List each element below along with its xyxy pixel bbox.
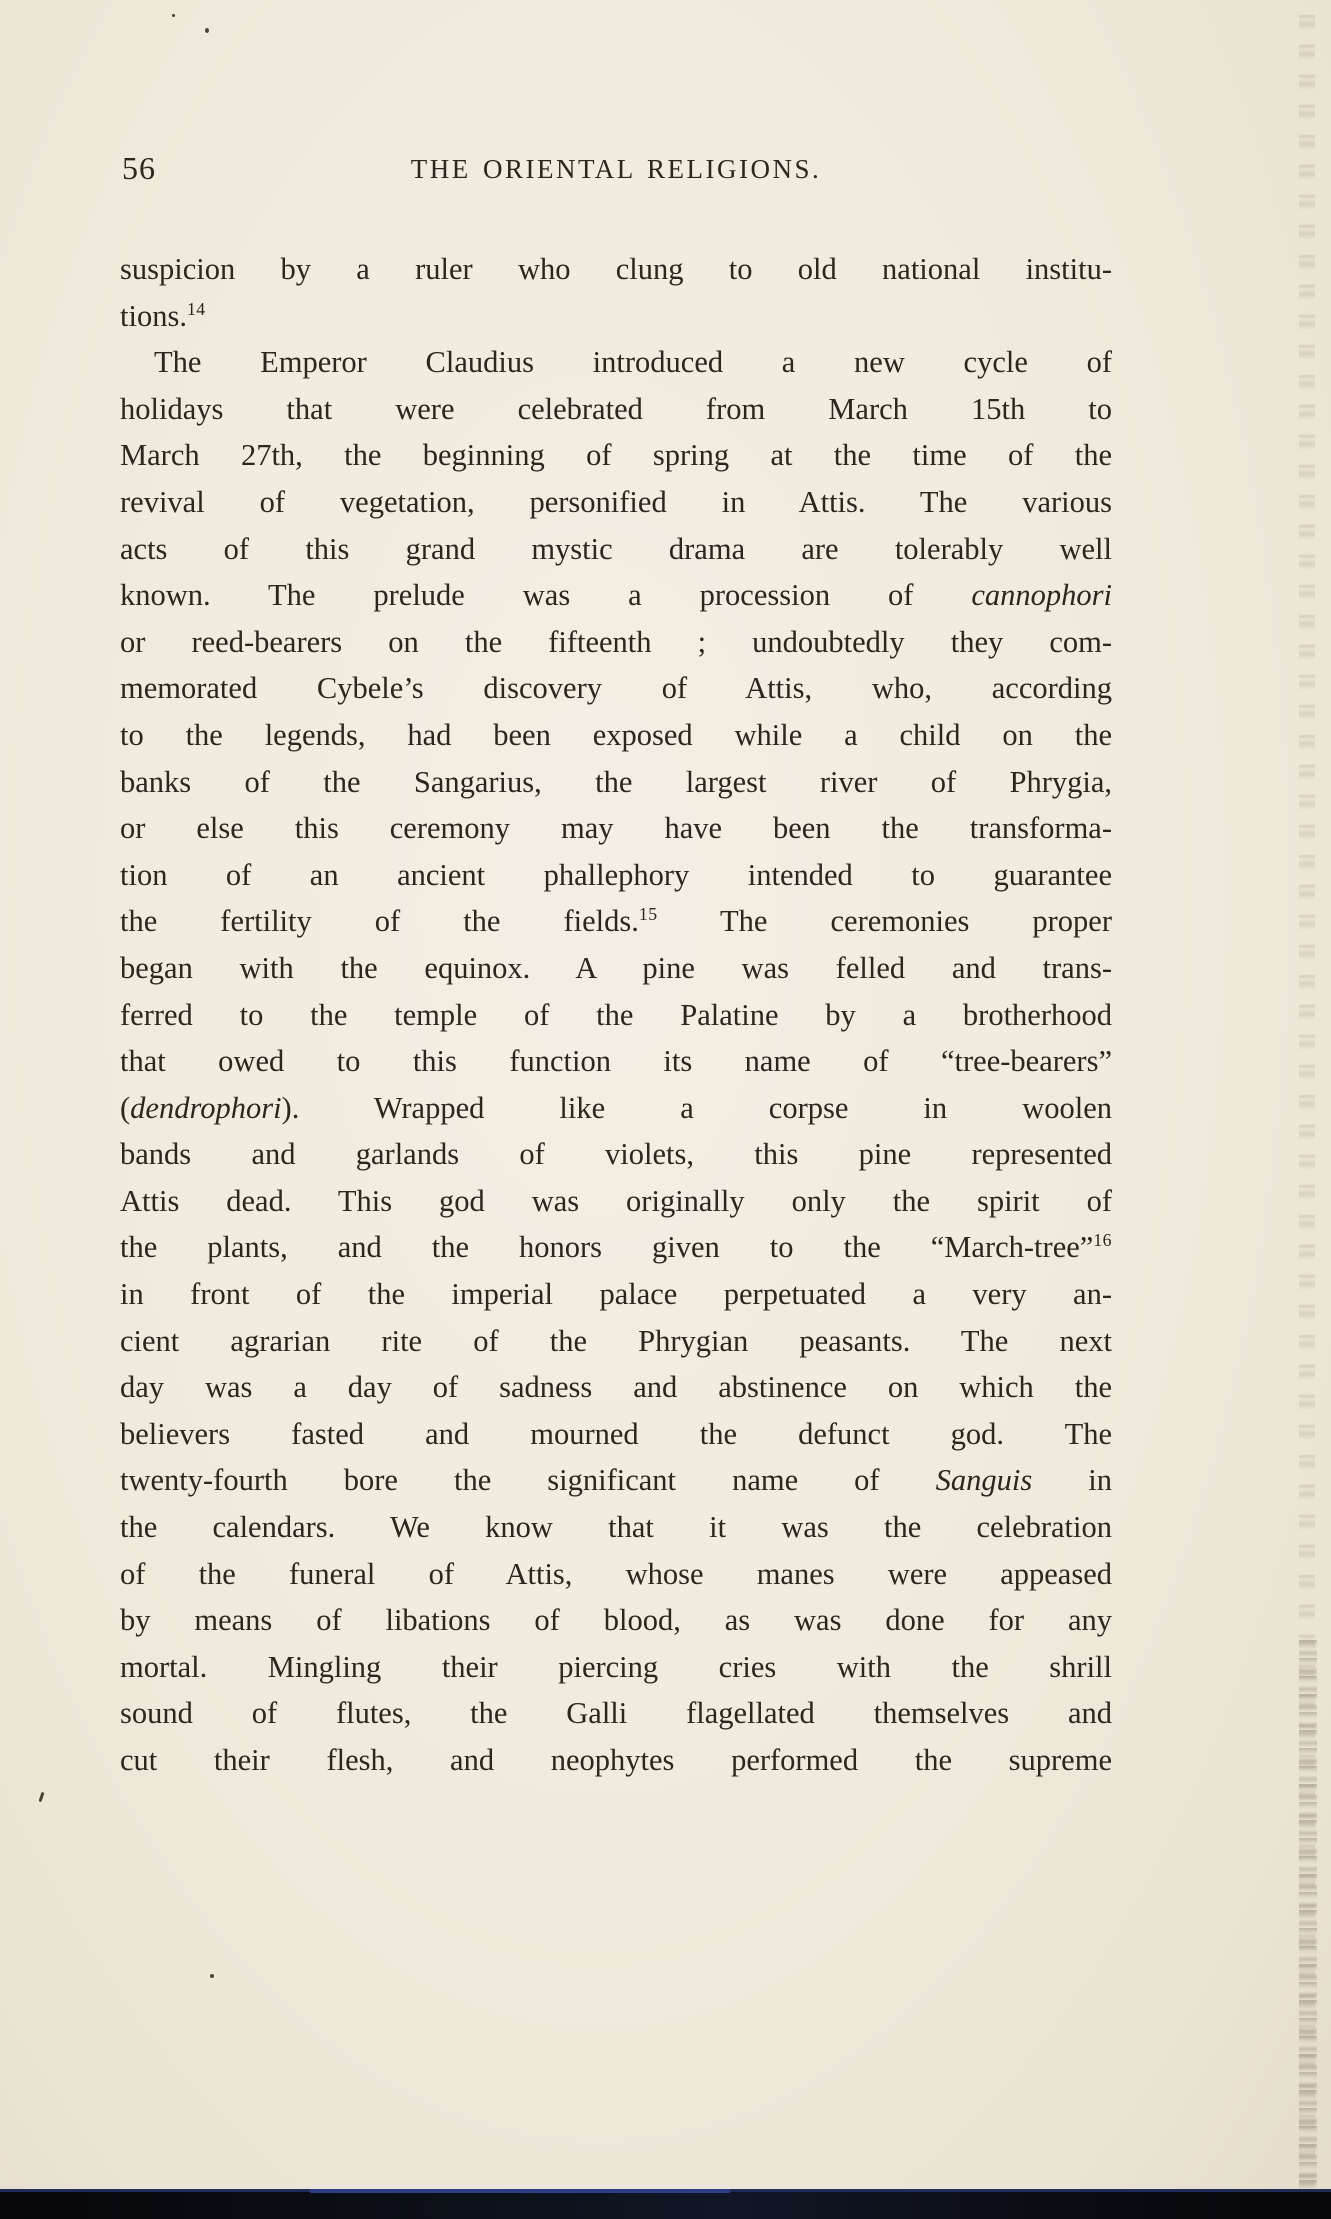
- scan-speck: [210, 1974, 214, 1978]
- text-line: cut their flesh, and neophytes performed the supreme: [120, 1743, 1112, 1777]
- scan-edge-bottom: [0, 2189, 1331, 2219]
- text-line: sound of flutes, the Galli flagellated themselves and: [120, 1696, 1112, 1731]
- text-line: in front of the imperial palace perpetuated a very an-: [120, 1277, 1112, 1312]
- text-line: known. The prelude was a procession of cannophori: [120, 578, 1112, 613]
- text-line: memorated Cybele’s discovery of Attis, who, according: [120, 671, 1112, 706]
- page-content: [120, 150, 1112, 1784]
- scan-noise-right-edge-heavy: [1299, 1640, 1317, 2200]
- text-line: ferred to the temple of the Palatine by a brotherhood: [120, 997, 1112, 1032]
- text-line: believers fasted and mourned the defunct god. The: [120, 1416, 1112, 1451]
- text-line: tion of an ancient phallephory intended to guarantee: [120, 857, 1112, 892]
- text-line: holidays that were celebrated from March 15th to: [120, 391, 1112, 426]
- text-line: bands and garlands of violets, this pine represented: [120, 1137, 1112, 1172]
- text-line: twenty-fourth bore the significant name of Sanguis in: [120, 1463, 1112, 1498]
- text-line: mortal. Mingling their piercing cries with the shrill: [120, 1649, 1112, 1684]
- page-header: [120, 150, 1112, 194]
- text-line: tions.$^{14}$: [120, 298, 206, 333]
- running-title: THE ORIENTAL RELIGIONS.: [410, 154, 822, 184]
- text-line: revival of vegetation, personified in Attis. The various: [120, 484, 1112, 519]
- scan-speck: [205, 28, 209, 33]
- text-line: day was a day of sadness and abstinence on which the: [120, 1370, 1112, 1405]
- text-block: [120, 246, 1112, 1784]
- text-line: by means of libations of blood, as was done for any: [120, 1603, 1112, 1638]
- text-line: to the legends, had been exposed while a child on the: [120, 717, 1112, 752]
- text-line: March 27th, the beginning of spring at the time of the: [120, 438, 1112, 473]
- scan-speck: [172, 14, 175, 17]
- text-line: that owed to this function its name of “tree-bearers”: [120, 1044, 1112, 1079]
- text-line: began with the equinox. A pine was felled and trans-: [120, 950, 1112, 985]
- text-line: banks of the Sangarius, the largest river of Phrygia,: [120, 764, 1112, 799]
- text-line: the fertility of the fields.$^{15}$ The ceremonies proper: [120, 904, 1112, 939]
- text-line: the plants, and the honors given to the “March-tree”$^{16}$: [120, 1230, 1112, 1265]
- text-line: or reed-bearers on the fifteenth ; undoubtedly they com-: [120, 624, 1112, 659]
- scan-speck: [39, 1792, 45, 1802]
- text-line: the calendars. We know that it was the celebration: [120, 1510, 1112, 1545]
- text-line: of the funeral of Attis, whose manes were appeased: [120, 1556, 1112, 1591]
- page-number: 56: [122, 150, 156, 186]
- text-line: or else this ceremony may have been the transforma-: [120, 811, 1112, 846]
- text-line: (dendrophori). Wrapped like a corpse in woolen: [120, 1090, 1112, 1125]
- text-line: suspicion by a ruler who clung to old national institu-: [120, 252, 1112, 286]
- text-line: The Emperor Claudius introduced a new cycle of: [154, 345, 1112, 380]
- text-line: Attis dead. This god was originally only the spirit of: [120, 1183, 1112, 1218]
- text-line: acts of this grand mystic drama are tolerably well: [120, 531, 1112, 566]
- text-line: cient agrarian rite of the Phrygian peasants. The next: [120, 1323, 1112, 1358]
